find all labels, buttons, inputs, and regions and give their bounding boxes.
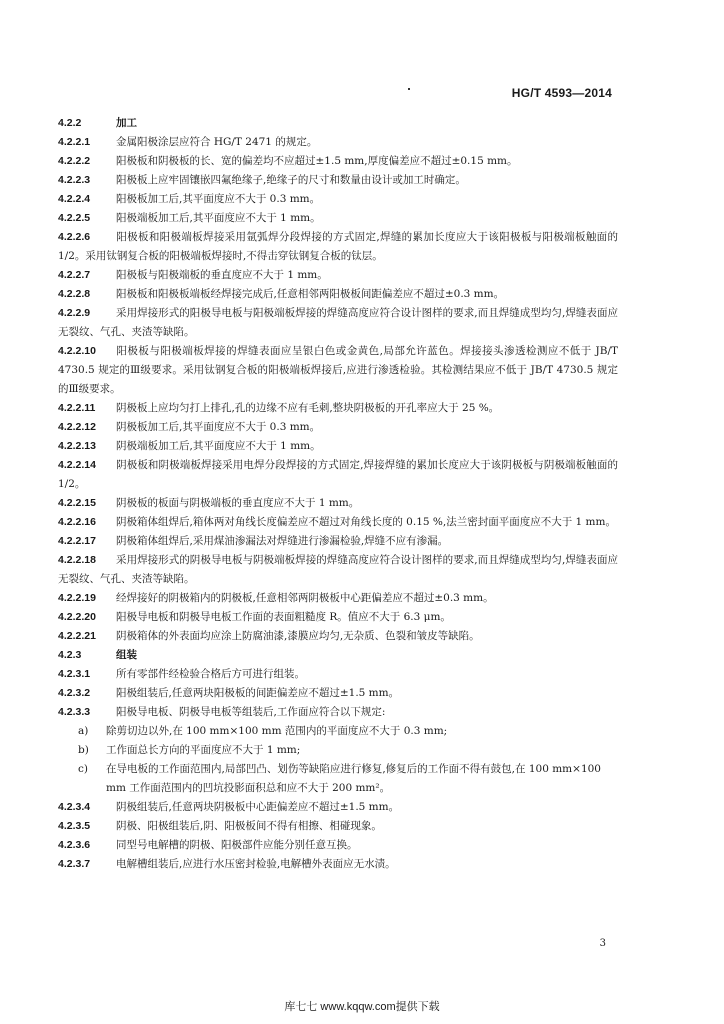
clause-number: 4.2.3.4 (58, 801, 91, 813)
clause-number: 4.2.2.16 (58, 516, 96, 528)
clause-text: 阴极端板加工后,其平面度应不大于 1 mm。 (116, 440, 321, 452)
clause-paragraph (58, 399, 618, 418)
clause-text: 加工 (116, 117, 137, 129)
clause-text: 阳极板和阳极板端板经焊接完成后,任意相邻两阳极板间距偏差应不超过±0.3 mm。 (116, 288, 505, 300)
clause-text: 阳极板与阳极端板焊接的焊缝表面应呈银白色或金黄色,局部允许蓝色。焊接接头渗透检测应不低于 JB/T 4730.5 规定的Ⅲ级要求。采用钛钢复合板的阳极端板焊接后,应进行渗透检验。其检测结果应不低于 JB/T 4730.5 规定的Ⅲ级要求。 (58, 345, 618, 395)
clause-number: 4.2.2.7 (58, 269, 91, 281)
clause-paragraph (58, 342, 618, 399)
clause-text: 阳极组装后,任意两块阳极板的间距偏差应不超过±1.5 mm。 (116, 687, 400, 699)
download-footer: 库七七 www.kqqw.com提供下载 (284, 1001, 440, 1013)
paragraph-group-before-list (58, 114, 618, 722)
clause-paragraph (58, 456, 618, 494)
requirement-list (58, 722, 618, 798)
clause-number: 4.2.3.6 (58, 839, 91, 851)
section-heading (58, 646, 618, 665)
clause-text: 阴极、阳极组装后,阴、阳极板间不得有相擦、相碰现象。 (116, 820, 382, 832)
clause-paragraph (58, 855, 618, 874)
clause-number: 4.2.2.1 (58, 136, 91, 148)
clause-number: 4.2.2.13 (58, 440, 96, 452)
clause-number: 4.2.2.9 (58, 307, 91, 319)
clause-paragraph (58, 418, 618, 437)
page-number: 3 (599, 938, 606, 949)
clause-paragraph (58, 627, 618, 646)
clause-paragraph (58, 152, 618, 171)
clause-number: 4.2.2.19 (58, 592, 96, 604)
section-heading (58, 114, 618, 133)
clause-number: 4.2.2.15 (58, 497, 96, 509)
clause-number: 4.2.2.2 (58, 155, 91, 167)
clause-number: 4.2.2 (58, 117, 82, 129)
clause-number: 4.2.3.5 (58, 820, 91, 832)
clause-paragraph (58, 513, 618, 532)
clause-paragraph (58, 589, 618, 608)
clause-text: 阳极导电板和阴极导电板工作面的表面粗糙度 R。值应不大于 6.3 μm。 (116, 611, 451, 623)
list-item-text: 在导电板的工作面范围内,局部凹凸、划伤等缺陷应进行修复,修复后的工作面不得有鼓包,在 100 mm×100 mm 工作面范围内的凹坑投影面积总和应不大于 200 mm²。 (106, 763, 601, 794)
paragraph-group-after-list (58, 798, 618, 874)
clause-paragraph (58, 304, 618, 342)
clause-paragraph (58, 209, 618, 228)
clause-paragraph (58, 551, 618, 589)
clause-number: 4.2.3.7 (58, 858, 91, 870)
clause-text: 采用焊接形式的阳极导电板与阳极端板焊接的焊缝高度应符合设计图样的要求,而且焊缝成型均匀,焊缝表面应无裂纹、气孔、夹渣等缺陷。 (58, 307, 618, 338)
clause-text: 阳极板和阴极板的长、宽的偏差均不应超过±1.5 mm,厚度偏差应不超过±0.15 mm。 (116, 155, 518, 167)
clause-paragraph (58, 798, 618, 817)
clause-text: 阳极板上应牢固镶嵌四氟绝缘子,绝缘子的尺寸和数量由设计或加工时确定。 (116, 174, 466, 186)
list-item-text: 除剪切边以外,在 100 mm×100 mm 范围内的平面度应不大于 0.3 mm; (106, 725, 448, 737)
clause-text: 阴极组装后,任意两块阴极板中心距偏差应不超过±1.5 mm。 (116, 801, 400, 813)
clause-paragraph (58, 817, 618, 836)
clause-text: 阳极板和阳极端板焊接采用氩弧焊分段焊接的方式固定,焊缝的累加长度应大于该阳极板与阳极端板触面的 1/2。采用钛钢复合板的阳极端板焊接时,不得击穿钛钢复合板的钛层。 (58, 231, 618, 262)
clause-number: 4.2.3.3 (58, 706, 91, 718)
clause-number: 4.2.2.5 (58, 212, 91, 224)
clause-text: 采用焊接形式的阴极导电板与阴极端板焊接的焊缝高度应符合设计图样的要求,而且焊缝成型均匀,焊缝表面应无裂纹、气孔、夹渣等缺陷。 (58, 554, 618, 585)
clause-text: 组装 (116, 649, 137, 661)
clause-number: 4.2.2.20 (58, 611, 96, 623)
clause-text: 阴极板加工后,其平面度应不大于 0.3 mm。 (116, 421, 321, 433)
clause-text: 阳极端板加工后,其平面度应不大于 1 mm。 (116, 212, 321, 224)
clause-paragraph (58, 665, 618, 684)
clause-text: 阴极箱体的外表面均应涂上防腐油漆,漆膜应均匀,无杂质、色裂和皱皮等缺陷。 (116, 630, 480, 642)
list-item-label: a) (78, 725, 89, 737)
clause-number: 4.2.2.10 (58, 345, 96, 357)
list-item-label: c) (78, 763, 88, 775)
clause-text: 所有零部件经检验合格后方可进行组装。 (116, 668, 305, 680)
list-item-label: b) (78, 744, 89, 756)
clause-number: 4.2.2.4 (58, 193, 91, 205)
document-body (58, 114, 618, 874)
clause-number: 4.2.3.2 (58, 687, 91, 699)
clause-paragraph (58, 437, 618, 456)
clause-paragraph (58, 171, 618, 190)
list-item (58, 741, 618, 760)
clause-number: 4.2.2.8 (58, 288, 91, 300)
clause-number: 4.2.3 (58, 649, 82, 661)
scan-speck (408, 88, 410, 90)
clause-text: 经焊接好的阴极箱内的阴极板,任意相邻两阴极板中心距偏差应不超过±0.3 mm。 (116, 592, 494, 604)
clause-paragraph (58, 228, 618, 266)
clause-text: 阴极板上应均匀打上排孔,孔的边缘不应有毛刺,整块阴极板的开孔率应大于 25 %。 (116, 402, 500, 414)
clause-text: 阳极板与阳极端板的垂直度应不大于 1 mm。 (116, 269, 328, 281)
clause-number: 4.2.2.3 (58, 174, 91, 186)
clause-paragraph (58, 133, 618, 152)
clause-text: 阴极板的板面与阴极端板的垂直度应不大于 1 mm。 (116, 497, 360, 509)
clause-number: 4.2.2.18 (58, 554, 96, 566)
clause-text: 阴极箱体组焊后,箱体两对角线长度偏差应不超过对角线长度的 0.15 %,法兰密封面平面度应不大于 1 mm。 (116, 516, 616, 528)
clause-number: 4.2.2.6 (58, 231, 91, 243)
clause-paragraph (58, 285, 618, 304)
list-item (58, 760, 618, 798)
list-item-text: 工作面总长方向的平面度应不大于 1 mm; (106, 744, 301, 756)
clause-text: 电解槽组装后,应进行水压密封检验,电解槽外表面应无水渍。 (116, 858, 396, 870)
clause-paragraph (58, 532, 618, 551)
clause-text: 同型号电解槽的阴极、阳极部件应能分别任意互换。 (116, 839, 358, 851)
clause-text: 金属阳极涂层应符合 HG/T 2471 的规定。 (116, 136, 318, 148)
clause-paragraph (58, 608, 618, 627)
list-item (58, 722, 618, 741)
clause-text: 阴极箱体组焊后,采用煤油渗漏法对焊缝进行渗漏检验,焊缝不应有渗漏。 (116, 535, 449, 547)
clause-number: 4.2.2.21 (58, 630, 96, 642)
clause-number: 4.2.2.17 (58, 535, 96, 547)
clause-paragraph (58, 266, 618, 285)
clause-number: 4.2.3.1 (58, 668, 91, 680)
clause-paragraph (58, 703, 618, 722)
clause-text: 阴极板和阴极端板焊接采用电焊分段焊接的方式固定,焊接焊缝的累加长度应大于该阴极板与阴极端板触面的 1/2。 (58, 459, 618, 490)
clause-number: 4.2.2.12 (58, 421, 96, 433)
standard-code: HG/T 4593—2014 (511, 86, 612, 100)
clause-text: 阳极板加工后,其平面度应不大于 0.3 mm。 (116, 193, 321, 205)
clause-paragraph (58, 836, 618, 855)
clause-paragraph (58, 684, 618, 703)
clause-text: 阳极导电板、阴极导电板等组装后,工作面应符合以下规定: (116, 706, 386, 718)
clause-number: 4.2.2.11 (58, 402, 96, 414)
clause-number: 4.2.2.14 (58, 459, 96, 471)
clause-paragraph (58, 494, 618, 513)
clause-paragraph (58, 190, 618, 209)
